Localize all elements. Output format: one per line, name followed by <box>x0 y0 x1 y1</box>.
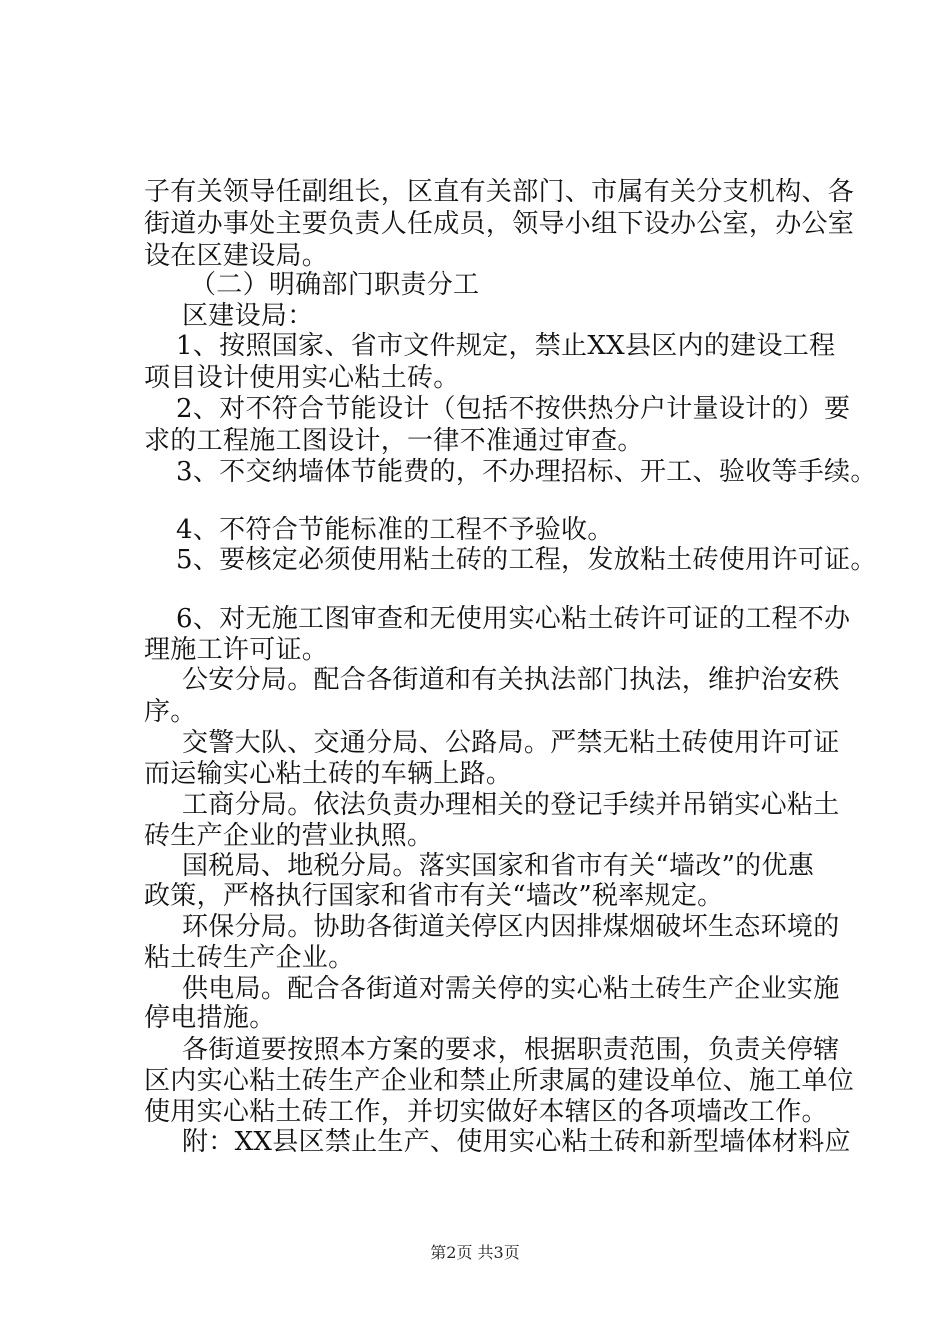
paragraph-line: 子有关领导任副组长，区直有关部门、市属有关分支机构、各 <box>144 177 855 207</box>
paragraph-line: 6、对无施工图审查和无使用实心粘土砖许可证的工程不办 <box>176 604 851 634</box>
paragraph-line: 粘土砖生产企业。 <box>144 943 355 973</box>
section-heading: （二）明确部门职责分工 <box>190 270 480 300</box>
paragraph-line: 供电局。配合各街道对需关停的实心粘土砖生产企业实施 <box>182 974 840 1004</box>
paragraph-line: 公安分局。配合各街道和有关执法部门执法，维护治安秩 <box>182 665 840 695</box>
paragraph-line: 区内实心粘土砖生产企业和禁止所隶属的建设单位、施工单位 <box>144 1066 855 1096</box>
paragraph-line: 设在区建设局。 <box>144 241 329 271</box>
paragraph-line: 停电措施。 <box>144 1003 276 1033</box>
paragraph-line: 砖生产企业的营业执照。 <box>144 821 434 851</box>
paragraph-line: 使用实心粘土砖工作，并切实做好本辖区的各项墙改工作。 <box>144 1097 828 1127</box>
paragraph-line: 政策，严格执行国家和省市有关“墙改”税率规定。 <box>144 881 724 911</box>
paragraph-line: 而运输实心粘土砖的车辆上路。 <box>144 759 513 789</box>
paragraph-line: 4、不符合节能标准的工程不予验收。 <box>176 515 614 545</box>
department-label: 区建设局： <box>182 301 314 331</box>
paragraph-line: 3、不交纳墙体节能费的，不办理招标、开工、验收等手续。 <box>176 457 877 487</box>
paragraph-line: 各街道要按照本方案的要求，根据职责范围，负责关停辖 <box>182 1035 840 1065</box>
paragraph-line: 1、按照国家、省市文件规定，禁止XX县区内的建设工程 <box>176 331 836 361</box>
paragraph-line: 街道办事处主要负责人任成员，领导小组下设办公室，办公室 <box>144 209 855 239</box>
paragraph-line: 工商分局。依法负责办理相关的登记手续并吊销实心粘土 <box>182 790 840 820</box>
paragraph-line: 项目设计使用实心粘土砖。 <box>144 363 460 393</box>
paragraph-line: 5、要核定必须使用粘土砖的工程，发放粘土砖使用许可证。 <box>176 545 877 575</box>
paragraph-line: 国税局、地税分局。落实国家和省市有关“墙改”的优惠 <box>182 851 815 881</box>
paragraph-line: 附：XX县区禁止生产、使用实心粘土砖和新型墙体材料应 <box>182 1127 851 1157</box>
paragraph-line: 2、对不符合节能设计（包括不按供热分户计量设计的）要 <box>176 394 851 424</box>
paragraph-line: 环保分局。协助各街道关停区内因排煤烟破坏生态环境的 <box>182 912 840 942</box>
paragraph-line: 序。 <box>144 697 197 727</box>
page-number-footer: 第2页 共3页 <box>430 1243 520 1262</box>
paragraph-line: 求的工程施工图设计，一律不准通过审查。 <box>144 426 644 456</box>
paragraph-line: 交警大队、交通分局、公路局。严禁无粘土砖使用许可证 <box>182 728 840 758</box>
paragraph-line: 理施工许可证。 <box>144 635 329 665</box>
